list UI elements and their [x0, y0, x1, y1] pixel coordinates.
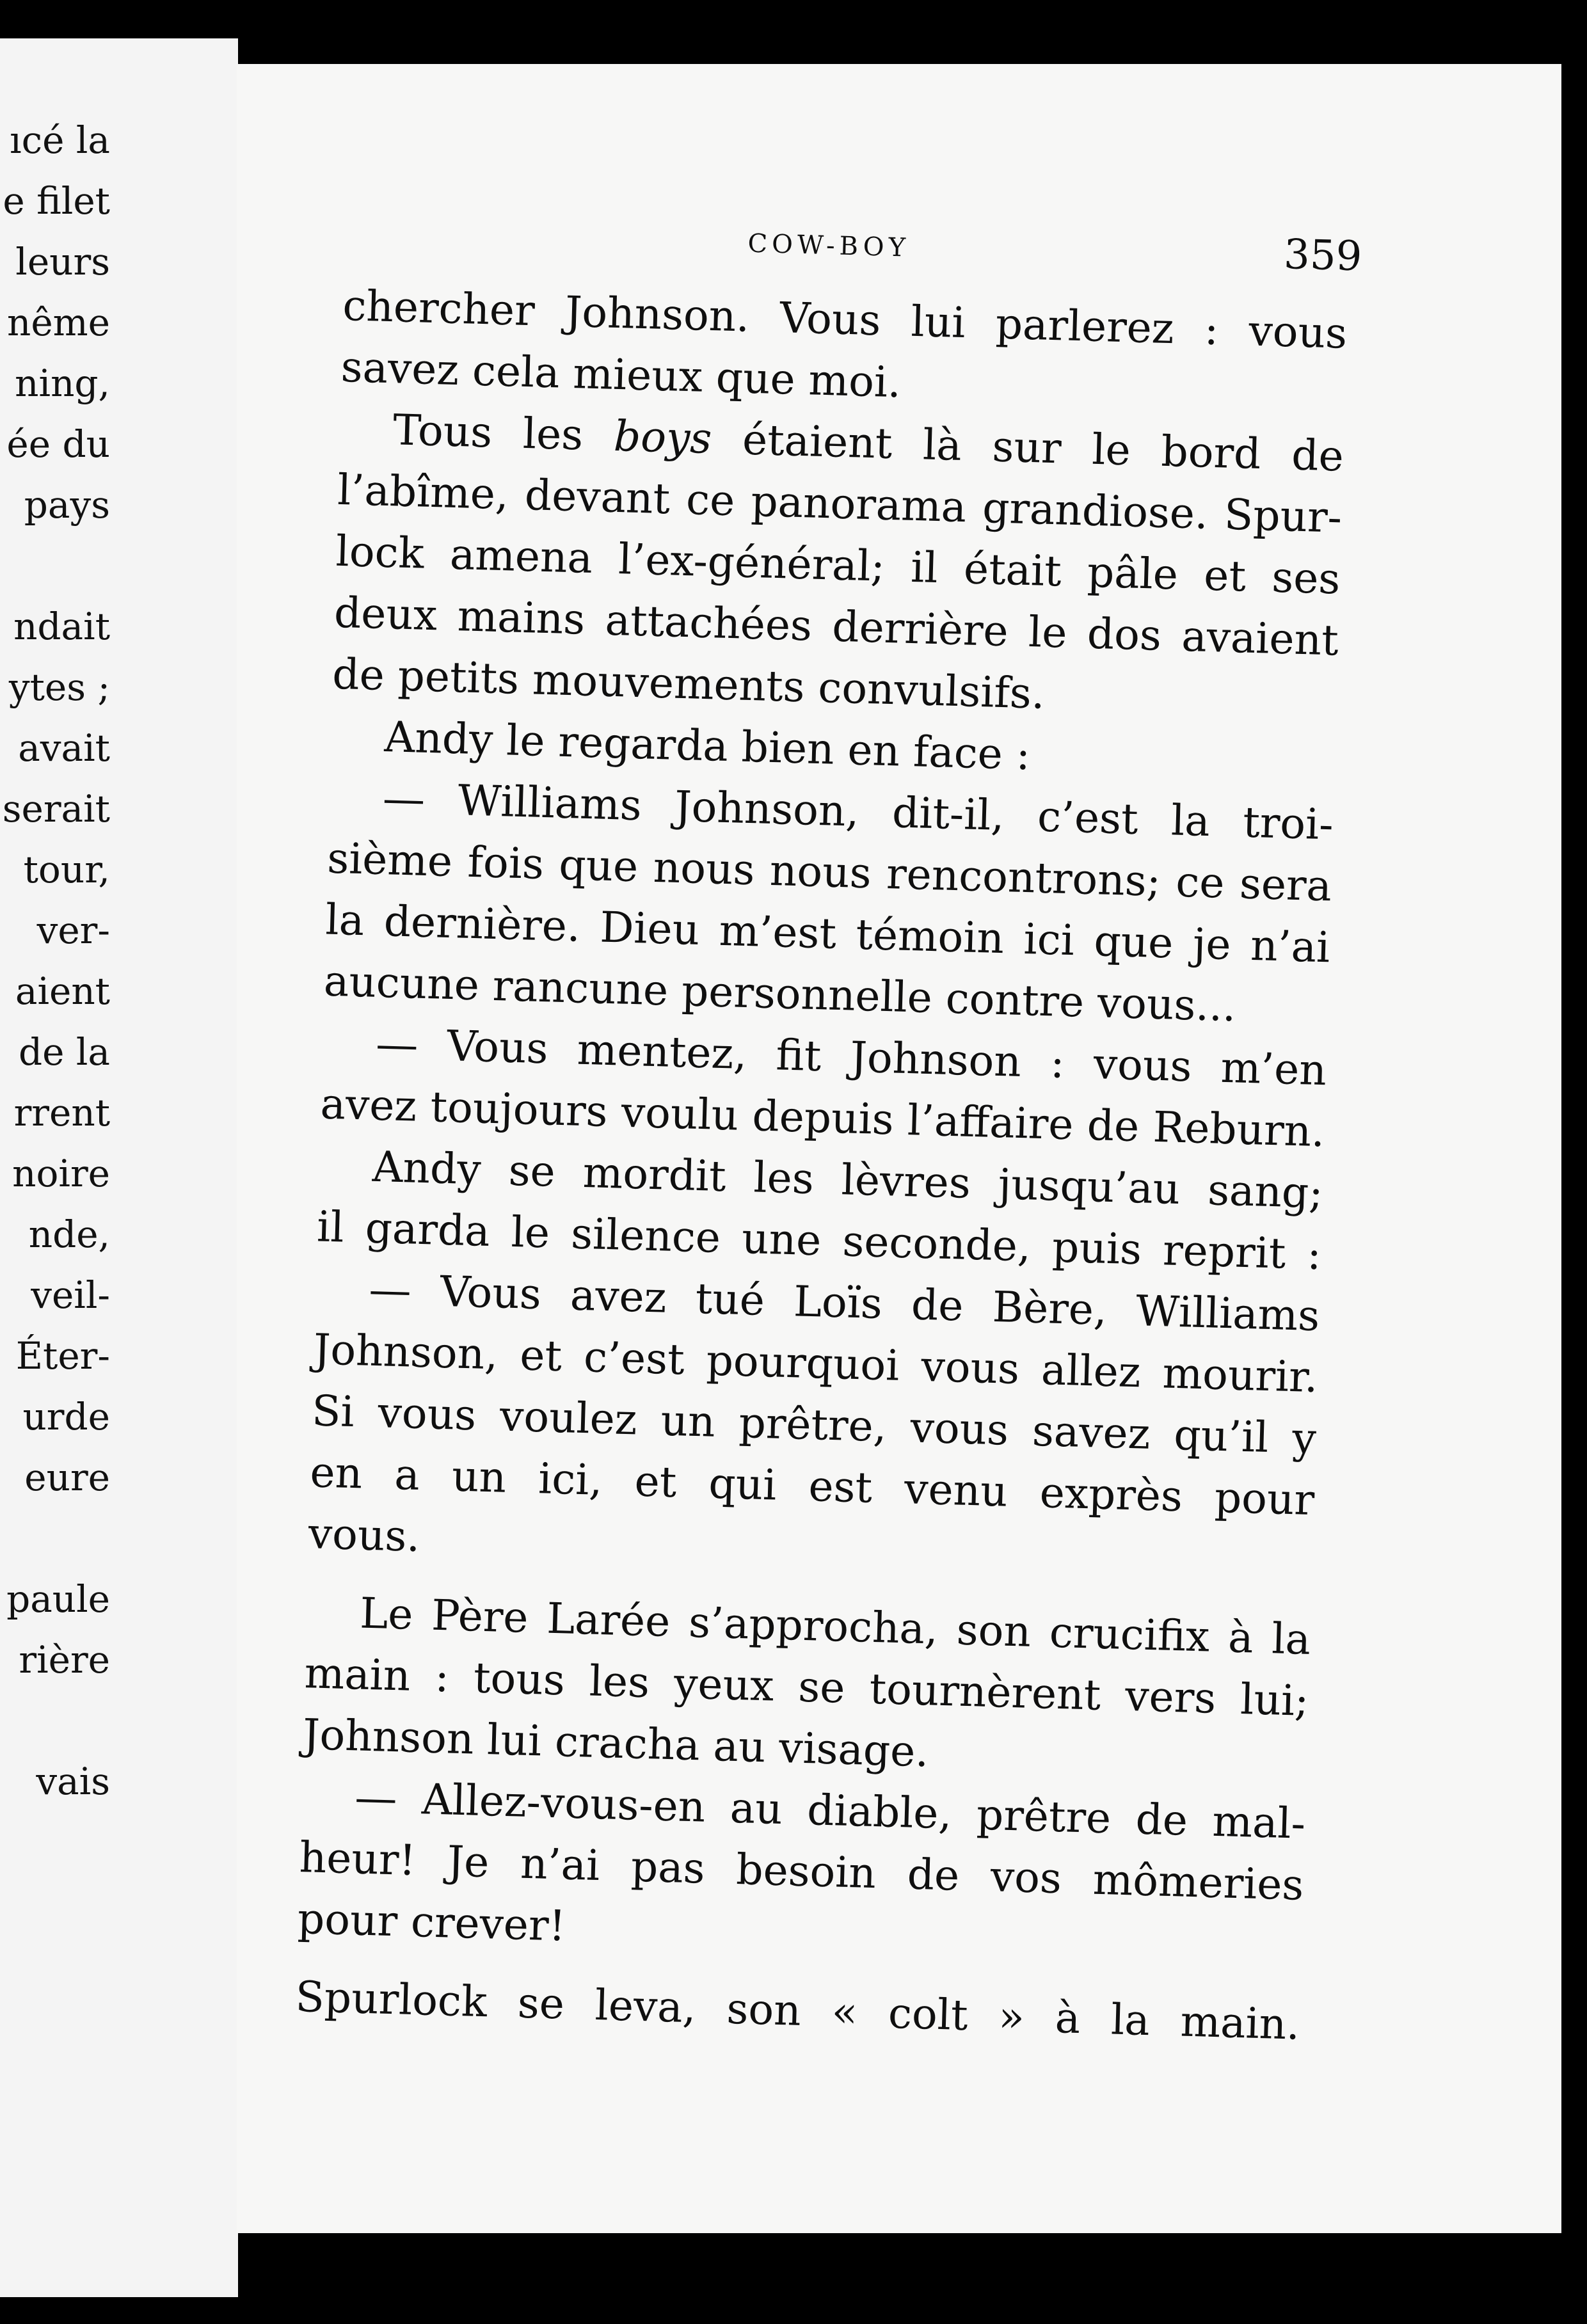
left-fragment: tour, [23, 848, 110, 891]
text-line: Johnson lui cracha au visage. [302, 1710, 930, 1777]
previous-page-edge [0, 38, 238, 2297]
text-line: Andy se mordit les lèvres jusqu’au sang; [371, 1142, 1324, 1218]
left-fragment: ning, [15, 362, 110, 405]
text-line: pour crever! [297, 1893, 567, 1951]
text-line: la dernière. Dieu m’est témoin ici que je n’ai [324, 895, 1331, 973]
left-fragment: e filet [3, 179, 110, 223]
left-fragment: paule [6, 1577, 110, 1621]
left-fragment: de la [18, 1030, 110, 1074]
text-line: heur! Je n’ai pas besoin de vos mômeries [298, 1833, 1305, 1910]
text-line: main : tous les yeux se tournèrent vers lui; [303, 1648, 1310, 1726]
text-line: il garda le silence une seconde, puis reprit : [316, 1202, 1322, 1280]
text-line: Si vous voulez un prêtre, vous savez qu’il y [311, 1386, 1317, 1464]
left-fragment: aient [15, 969, 110, 1013]
left-fragment: ıcé la [10, 118, 110, 162]
left-fragment: leurs [15, 240, 110, 283]
text-line: — Williams Johnson, dit-il, c’est la troi- [382, 773, 1334, 850]
left-fragment: rière [19, 1638, 110, 1682]
left-fragment: eure [24, 1456, 110, 1499]
text-line: Johnson, et c’est pourquoi vous allez mourir. [312, 1325, 1319, 1403]
text-line: sième fois que nous nous rencontrons; ce sera [326, 833, 1332, 911]
text-line: l’abîme, devant ce panorama grandiose. Spur- [337, 465, 1343, 543]
page-text-block [294, 205, 1363, 2056]
left-fragment: avait [18, 726, 110, 770]
text-line: de petits mouvements convulsifs. [331, 649, 1046, 719]
book-page [237, 64, 1561, 2233]
left-fragment: nde, [28, 1213, 110, 1256]
left-fragment: pays [24, 483, 110, 527]
left-fragment: noire [12, 1152, 110, 1195]
text-segment: étaient là sur le bord de [742, 415, 1344, 481]
text-line: — Vous avez tué Loïs de Bère, Williams [368, 1264, 1321, 1341]
left-fragment: ndait [13, 605, 110, 648]
left-fragment: rrent [13, 1091, 110, 1134]
italic-word: boys [613, 411, 713, 464]
left-fragment: ytes ; [8, 665, 110, 709]
text-line: vous. [307, 1509, 421, 1562]
left-fragment: ée du [6, 422, 110, 466]
left-fragment: vais [36, 1760, 110, 1803]
text-segment: Tous les [392, 405, 584, 460]
text-line: — Allez-vous-en au diable, prêtre de mal- [354, 1772, 1307, 1849]
left-fragment: ver- [36, 909, 110, 952]
text-line: avez toujours voulu depuis l’affaire de Reburn. [319, 1079, 1326, 1157]
text-line: Spurlock se leva, son « colt » à la main. [294, 1971, 1301, 2049]
left-fragment: urde [22, 1395, 110, 1438]
text-line: savez cela mieux que moi. [340, 342, 902, 408]
page-number: 359 [1283, 230, 1363, 281]
running-head-title: COW-BOY [747, 228, 911, 263]
left-fragment: nême [6, 301, 110, 344]
text-line: deux mains attachées derrière le dos avaient [333, 587, 1339, 665]
text-line: lock amena l’ex-général; il était pâle et ses [335, 526, 1341, 604]
text-line: — Vous mentez, fit Johnson : vous m’en [375, 1019, 1327, 1095]
text-line: Le Père Larée s’approcha, son crucifix à la [359, 1588, 1312, 1664]
text-line: chercher Johnson. Vous lui parlerez : vous [342, 280, 1348, 358]
left-fragment: serait [2, 787, 110, 831]
text-line: Andy le regarda bien en face : [383, 712, 1032, 780]
left-fragment: veil- [31, 1273, 110, 1317]
text-line: en a un ici, et qui est venu exprès pour [309, 1447, 1316, 1525]
left-fragment: Éter- [15, 1334, 110, 1378]
text-line: aucune rancune personnelle contre vous... [323, 956, 1237, 1031]
